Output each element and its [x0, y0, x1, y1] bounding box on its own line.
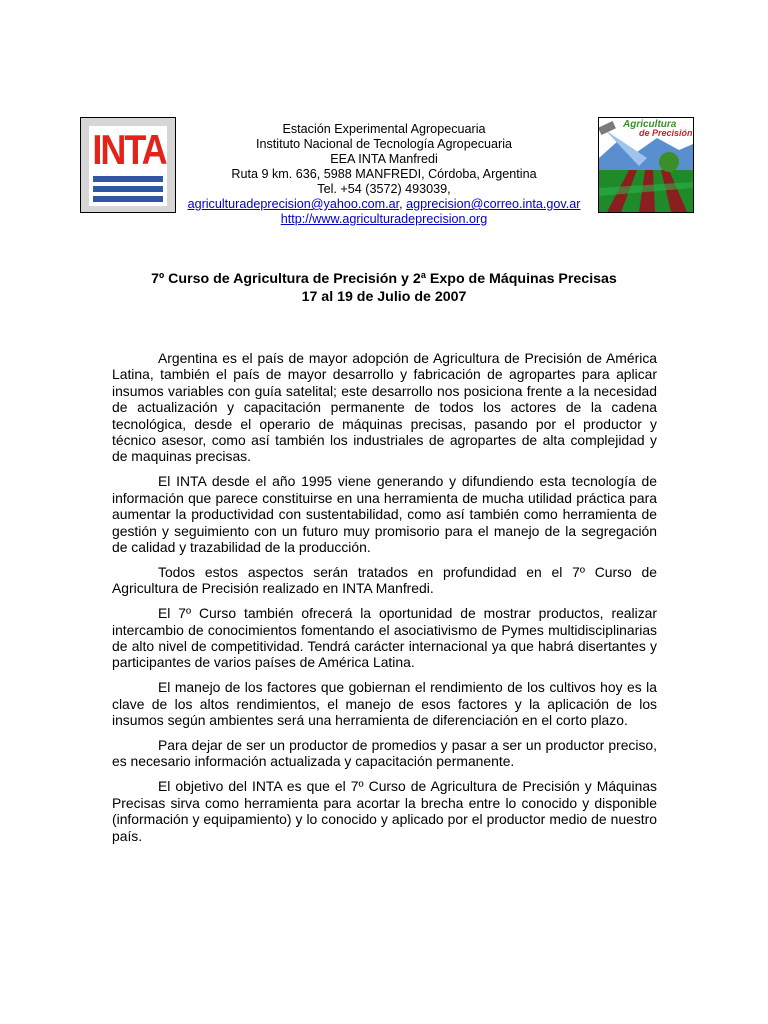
body-paragraph: Todos estos aspectos serán tratados en profundidad en el 7º Curso de Agricultura de Precisión realizado en INTA Manfredi.: [112, 563, 657, 597]
inta-logo-text: INTA: [92, 125, 166, 173]
website-link[interactable]: http://www.agriculturadeprecision.org: [280, 212, 488, 226]
header-line-address: Ruta 9 km. 636, 5988 MANFREDI, Córdoba, Argentina: [231, 167, 537, 181]
email-link-inta[interactable]: agprecision@correo.inta.gov.ar: [406, 197, 581, 211]
agricultura-de-precision-logo: [598, 117, 694, 213]
header-line-emails: [176, 197, 592, 212]
email-link-yahoo[interactable]: agriculturadeprecision@yahoo.com.ar: [187, 197, 400, 211]
body-paragraph: Argentina es el país de mayor adopción de Agricultura de Precisión de América Latina, también el país de mayor desarrollo y fabricación de agropartes para aplicar insumos variables con guía satelital; este desarrollo nos posiciona frente a la necesidad de actualización y capacitación permanente de todos los actores de la cadena tecnológica, desde el operario de máquinas precisas, pasando por el productor y técnico asesor, como así también los industriales de agropartes de alta complejidad y de maquinas precisas.: [112, 350, 657, 465]
body-paragraph: Para dejar de ser un productor de promedios y pasar a ser un productor preciso, es necesario información actualizada y capacitación permanente.: [112, 737, 657, 770]
inta-logo-stripe: [93, 186, 163, 192]
header-line-website: [176, 212, 592, 227]
title-line-course: 7º Curso de Agricultura de Precisión y 2ª Expo de Máquinas Precisas: [151, 271, 617, 287]
body-paragraph: El manejo de los factores que gobiernan el rendimiento de los cultivos hoy es la clave de los altos rendimientos, el manejo de esos factores y la aplicación de los insumos según ambientes será una herramienta de diferenciación en el corto plazo.: [112, 679, 657, 729]
header-line-eea: EEA INTA Manfredi: [330, 152, 438, 166]
inta-logo-stripe: [93, 176, 163, 182]
letterhead: [176, 122, 592, 227]
inta-logo: [80, 117, 176, 213]
inta-logo-stripe: [93, 196, 163, 202]
body-paragraph: El INTA desde el año 1995 viene generando y difundiendo esta tecnología de información que parece constituirse en una herramienta de mucha utilidad práctica para aumentar la productividad con sustentabilidad, como así también como herramienta de gestión y seguimiento con un futuro muy promisorio para el manejo de la segregación de calidad y trazabilidad de la producción.: [112, 473, 657, 555]
logo-text-de-precision: de Precisión: [639, 128, 693, 138]
body-paragraph: El 7º Curso también ofrecerá la oportunidad de mostrar productos, realizar intercambio de conocimientos fomentando el asociativismo de Pymes multidisciplinarias de alto nivel de competitividad. Tendrá carácter internacional ya que habrá disertantes y participantes de varios países de América Latina.: [112, 605, 657, 671]
title-line-dates: 17 al 19 de Julio de 2007: [301, 289, 467, 305]
document-title: [96, 270, 672, 306]
logo-text-agricultura: Agricultura: [623, 119, 677, 130]
body-paragraph: El objetivo del INTA es que el 7º Curso de Agricultura de Precisión y Máquinas Precisas sirva como herramienta para acortar la brecha entre lo conocido y disponible (información y equipamiento) y lo conocido y aplicado por el productor medio de nuestro país.: [112, 778, 657, 844]
header-line-institute: Instituto Nacional de Tecnología Agropecuaria: [255, 137, 512, 151]
header-line-station: Estación Experimental Agropecuaria: [282, 122, 486, 136]
header-line-phone: Tel. +54 (3572) 493039,: [317, 182, 451, 196]
email-separator: ,: [399, 197, 407, 211]
document-body: [112, 350, 657, 852]
